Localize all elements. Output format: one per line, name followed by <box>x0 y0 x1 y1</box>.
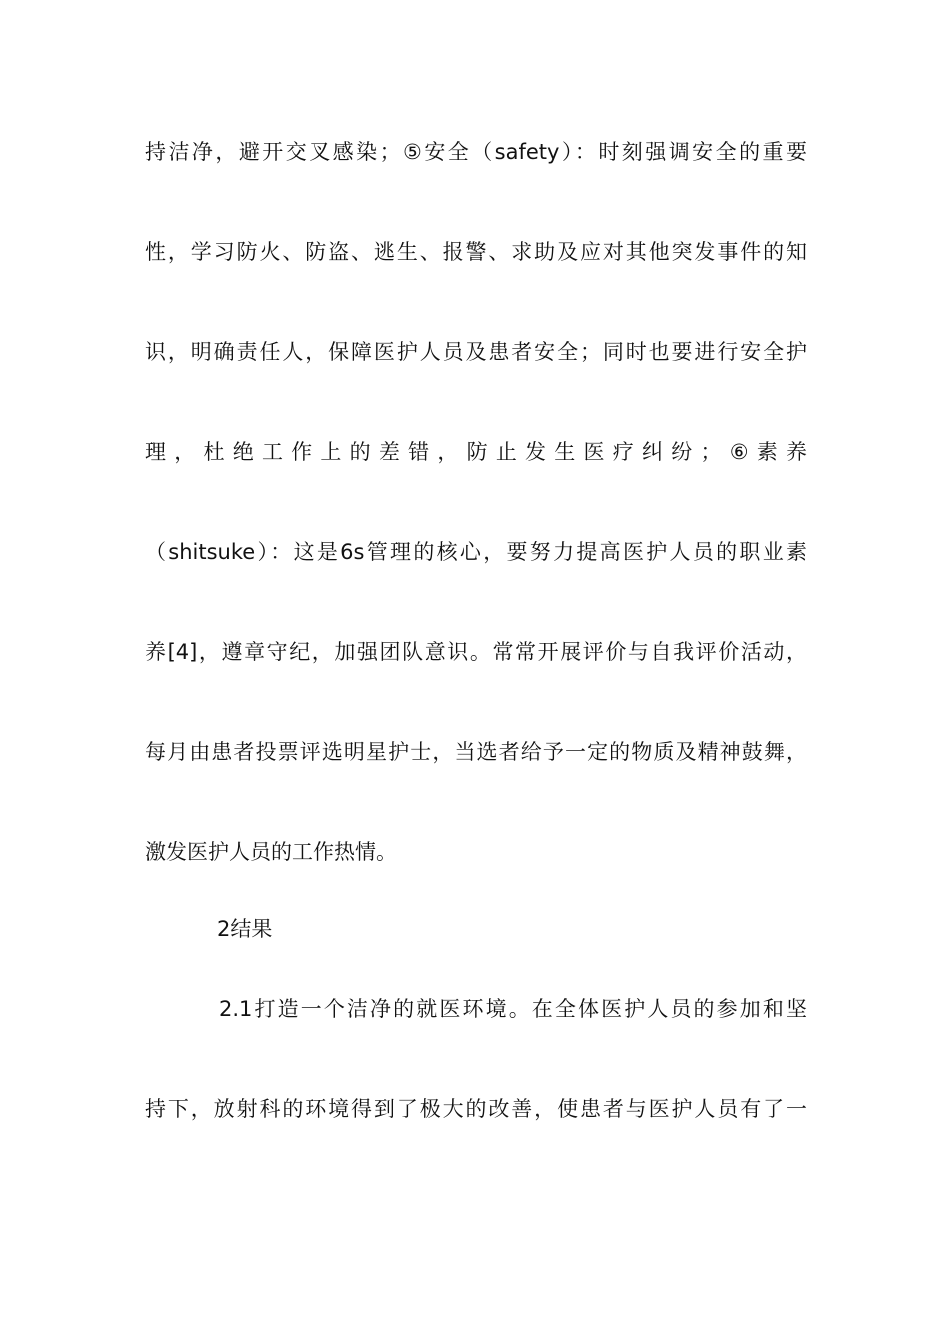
body-text-line: 养[4]，遵章守纪，加强团队意识。常常开展评价与自我评价活动， <box>145 640 807 664</box>
body-text-line: 理，杜绝工作上的差错，防止发生医疗纠纷；⑥素养 <box>145 440 807 464</box>
section-heading: 2结果 <box>217 917 273 941</box>
body-text-line: 识，明确责任人，保障医护人员及患者安全；同时也要进行安全护 <box>145 340 807 364</box>
subsection-text-line: 2.1打造一个洁净的就医环境。在全体医护人员的参加和坚 <box>219 997 807 1021</box>
subsection-text-line: 持下，放射科的环境得到了极大的改善，使患者与医护人员有了一 <box>145 1097 807 1121</box>
body-text-line: 持洁净，避开交叉感染；⑤安全（safety）：时刻强调安全的重要 <box>145 140 807 164</box>
body-text-line: 性，学习防火、防盗、逃生、报警、求助及应对其他突发事件的知 <box>145 240 807 264</box>
body-text-line: 每月由患者投票评选明星护士，当选者给予一定的物质及精神鼓舞， <box>145 740 807 764</box>
body-text-line: （shitsuke）：这是6s管理的核心，要努力提高医护人员的职业素 <box>145 540 807 564</box>
body-text-line: 激发医护人员的工作热情。 <box>145 840 397 864</box>
